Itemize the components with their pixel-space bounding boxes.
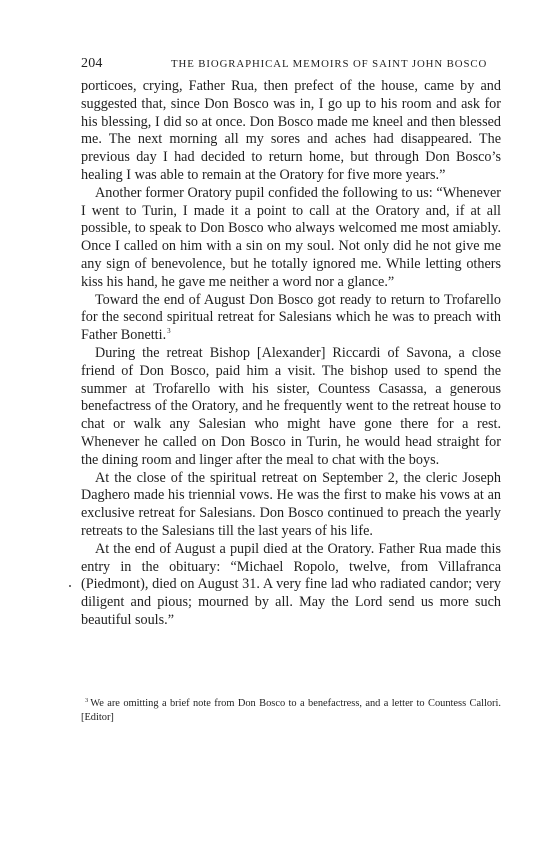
- footnote-mark: 3: [85, 697, 89, 704]
- paragraph-3: [81, 292, 501, 345]
- running-title: THE BIOGRAPHICAL MEMOIRS OF SAINT JOHN BOSCO: [171, 58, 488, 70]
- running-head: [81, 57, 501, 73]
- paragraph-5: [81, 470, 501, 541]
- paragraph-1: [81, 78, 501, 185]
- paragraph-text: porticoes, crying, Father Rua, then prefect of the house, came by and suggested that, since Don Bosco was in, I go up to his room and ask for his blessing, I did so at once. Don Bosco made me kneel and then blessed me. The next morning all my sores and aches had disappeared. The previous day I had decided to return home, but through Don Bosco’s healing I was able to remain at the Oratory for five more years.”: [81, 78, 501, 183]
- paragraph-4: [81, 345, 501, 470]
- paragraph-6: [81, 541, 501, 630]
- print-speck: [69, 585, 71, 587]
- paragraph-text: At the close of the spiritual retreat on September 2, the cleric Joseph Daghero made his triennial vows. He was the first to make his vows at an exclusive retreat for Salesians. Don Bosco continued to preach the yearly retreats to the Salesians till the last years of his life.: [81, 469, 501, 539]
- paragraph-text: At the end of August a pupil died at the Oratory. Father Rua made this entry in the obituary: “Michael Ropolo, twelve, from Villafranca (Piedmont), died on August 31. A very fine lad who radiated candor; very diligent and pious; mourned by all. May the Lord send us more such beautiful souls.”: [81, 540, 501, 628]
- paragraph-text: Toward the end of August Don Bosco got ready to return to Trofarello for the second spiritual retreat for Salesians which he was to preach with Father Bonetti.: [81, 291, 501, 344]
- body-text: [81, 78, 501, 630]
- paragraph-2: [81, 185, 501, 292]
- paragraph-text: Another former Oratory pupil confided the following to us: “Whenever I went to Turin, I made it a point to call at the Oratory and, if at all possible, to speak to Don Bosco who always welcomed me most amiably. Once I called on him with a sin on my soul. Not only did he not give me any sign of benevolence, but he totally ignored me. While letting others kiss his hand, he gave me neither a word nor a glance.”: [81, 184, 501, 290]
- page-number: 204: [81, 56, 103, 71]
- footnote-text: We are omitting a brief note from Don Bosco to a benefactress, and a letter to Countess Callori. [Editor]: [81, 698, 501, 723]
- paragraph-text: During the retreat Bishop [Alexander] Riccardi of Savona, a close friend of Don Bosco, paid him a visit. The bishop used to spend the summer at Trofarello with his sister, Countess Casassa, a generous benefactress of the Oratory, and he frequently went to the retreat house to chat or walk any Salesian who might have gone there for a rest. Whenever he called on Don Bosco in Turin, he would head straight for the dining room and linger after the meal to chat with the boys.: [81, 344, 501, 468]
- footnote-reference[interactable]: 3: [167, 327, 171, 336]
- footnote: [81, 697, 501, 724]
